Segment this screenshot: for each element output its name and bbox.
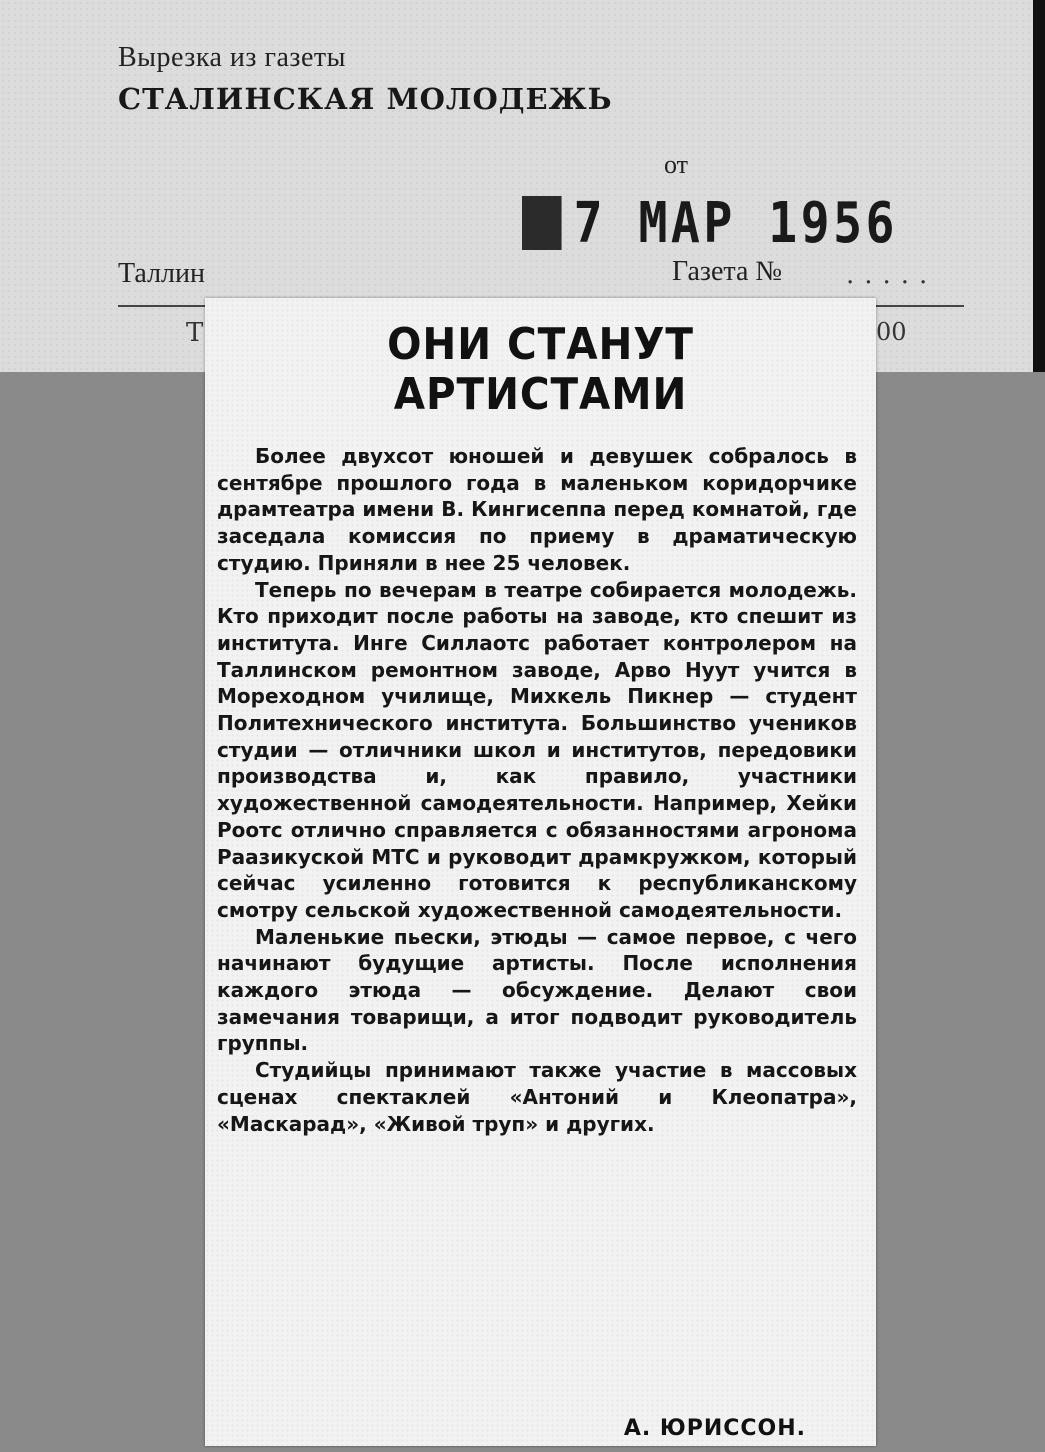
newspaper-name: СТАЛИНСКАЯ МОЛОДЕЖЬ bbox=[118, 82, 613, 116]
city-label: Таллин bbox=[118, 258, 205, 289]
from-label: от bbox=[664, 150, 689, 179]
scan-edge bbox=[1033, 0, 1045, 372]
stamp-date: 7 МАР 1956 bbox=[573, 190, 898, 256]
article-paragraph: Маленькие пьески, этюды — самое первое, с чего начинают будущие артисты. После исполнения каждого этюда — обсуждение. Делают свои замечания товарищи, а итог подводит руководитель группы. bbox=[217, 924, 857, 1056]
headline-line-1: ОНИ СТАНУТ bbox=[387, 319, 694, 370]
headline-line-2: АРТИСТАМИ bbox=[393, 369, 688, 420]
cutout-label: Вырезка из газеты bbox=[118, 42, 346, 73]
article-byline: А. ЮРИССОН. bbox=[623, 1416, 806, 1441]
paper-number-dots: ..... bbox=[846, 260, 938, 290]
article-paragraph: Студийцы принимают также участие в массовых сценах спектаклей «Антоний и Клеопатра», «Маскарад», «Живой труп» и других. bbox=[217, 1058, 857, 1136]
article-body bbox=[217, 443, 857, 1137]
date-stamp bbox=[522, 190, 898, 256]
partial-text-right: 00 bbox=[876, 318, 907, 346]
paper-number-label: Газета № bbox=[672, 256, 783, 287]
stamp-ink-block bbox=[522, 196, 562, 250]
article-headline bbox=[232, 320, 849, 420]
article-paragraph: Теперь по вечерам в театре собирается молодежь. Кто приходит после работы на заводе, кто спешит из института. Инге Силлаотс работает контролером на Таллинском ремонтном заводе, Арво Нуут учится в Мореходном училище, Михкель Пикнер — студент Политехнического института. Большинство учеников студии — отличники школ и институтов, передовики производства и, как правило, участники художественной самодеятельности. Например, Хейки Роотс отлично справляется с обязанностями агронома Раазикуской МТС и руководит драмкружком, который сейчас усиленно готовится к республиканскому смотру сельской художественной самодеятельности. bbox=[217, 577, 857, 922]
article-paragraph: Более двухсот юношей и девушек собралось в сентябре прошлого года в маленьком коридорчике драмтеатра имени В. Кингисеппа перед комнатой, где заседала комиссия по приему в драматическую студию. Приняли в нее 25 человек. bbox=[217, 444, 857, 575]
newspaper-clipping bbox=[205, 298, 876, 1446]
partial-text-left: Т bbox=[186, 318, 204, 348]
